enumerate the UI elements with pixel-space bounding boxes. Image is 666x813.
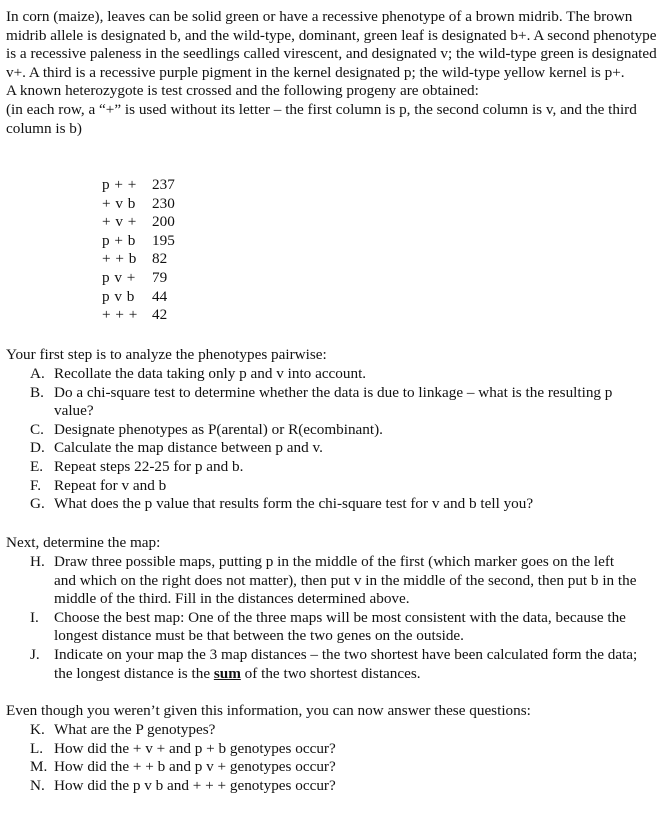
item-text: Do a chi-square test to determine whether the data is due to linkage – what is the resulting p value? [54,383,613,420]
item-marker: E. [30,457,44,475]
progeny-genotype: p v + [102,268,136,286]
pairwise-steps-list [30,365,638,514]
item-text: Repeat steps 22-25 for p and b. [54,457,244,475]
progeny-count: 44 [152,287,168,305]
list-item [30,777,638,796]
item-text: Indicate on your map the 3 map distances – the two shortest have been calculated form the data; the longest distance is the [54,645,638,682]
list-item [30,646,638,683]
table-row [102,269,192,288]
progeny-count: 82 [152,250,168,268]
list-item [30,609,638,646]
item-marker: I. [30,608,39,626]
table-row [102,213,192,232]
progeny-count: 230 [152,194,175,212]
list-item [30,553,638,609]
progeny-count: 237 [152,176,175,193]
emphasized-word: sum [213,664,241,682]
progeny-count: 42 [152,306,168,324]
item-marker: D. [30,439,45,457]
questions-list [30,721,638,795]
item-text: What are the P genotypes? [54,721,216,738]
item-marker: F. [30,476,42,494]
table-row [102,306,192,325]
progeny-genotype: p + b [102,231,136,249]
intro-paragraph-testcross: A known heterozygote is test crossed and the following progeny are obtained: [6,82,479,100]
table-row [102,250,192,269]
item-marker: C. [30,420,44,438]
progeny-genotype: + v + [102,213,137,231]
table-row [102,195,192,214]
list-item [30,758,638,777]
list-item [30,384,638,421]
progeny-count: 200 [152,213,175,231]
item-text: Draw three possible maps, putting p in the middle of the first (which marker goes on the left and which on the right does not matter), then put v in the middle of the second, then put b in the middle of the third. Fill in the distances determined above. [54,553,637,608]
item-marker: L. [30,739,44,757]
item-marker: J. [30,645,40,663]
item-text: Repeat for v and b [54,476,167,494]
item-text: How did the + v + and p + b genotypes occur? [54,739,336,757]
item-text: How did the + + b and p v + genotypes occur? [54,758,336,776]
list-item [30,365,638,384]
list-item [30,439,638,458]
item-marker: N. [30,776,45,794]
intro-paragraph-column-note: (in each row, a “+” is used without its letter – the first column is p, the second column is v, and the third column is b) [6,100,637,137]
progeny-genotype: + v b [102,194,136,212]
section-map-title: Next, determine the map: [6,534,161,551]
progeny-table [102,176,192,325]
section-questions-title: Even though you weren’t given this information, you can now answer these questions: [6,702,531,719]
table-row [102,232,192,251]
progeny-genotype: + + b [102,250,137,268]
intro-text [6,8,658,138]
list-item [30,721,638,740]
list-item [30,421,638,440]
table-row [102,288,192,307]
list-item [30,740,638,759]
intro-paragraph-description: In corn (maize), leaves can be solid green or have a recessive phenotype of a brown midrib. The brown midrib allele is designated b, and the wild-type, dominant, green leaf is designated b+. A second phenotype is a recessive paleness in the seedlings called virescent, and designated v; the wild-type green is designated v+. A third is a recessive purple pigment in the kernel designated p; the wild-type yellow kernel is p+. [6,8,657,81]
table-row [102,176,192,195]
item-marker: A. [30,365,45,382]
item-marker: K. [30,721,45,738]
item-marker: H. [30,553,45,570]
list-item [30,458,638,477]
progeny-genotype: p v b [102,287,135,305]
item-text: Designate phenotypes as P(arental) or R(ecombinant). [54,420,383,438]
progeny-genotype: + + + [102,306,138,324]
map-steps-list [30,553,638,683]
progeny-count: 195 [152,231,175,249]
item-text: What does the p value that results form the chi-square test for v and b tell you? [54,495,534,513]
item-text: Choose the best map: One of the three maps will be most consistent with the data, because the longest distance must be that between the two genes on the outside. [54,608,626,645]
item-text-end: of the two shortest distances. [240,664,421,682]
section-pairwise-title: Your first step is to analyze the phenotypes pairwise: [6,346,327,363]
list-item [30,495,638,514]
progeny-genotype: p + + [102,176,137,193]
progeny-count: 79 [152,268,168,286]
item-text: How did the p v b and + + + genotypes occur? [54,776,336,794]
item-marker: M. [30,758,48,776]
list-item [30,477,638,496]
item-text: Recollate the data taking only p and v into account. [54,365,367,382]
item-marker: B. [30,383,44,401]
item-text: Calculate the map distance between p and v. [54,439,323,457]
item-marker: G. [30,495,45,513]
